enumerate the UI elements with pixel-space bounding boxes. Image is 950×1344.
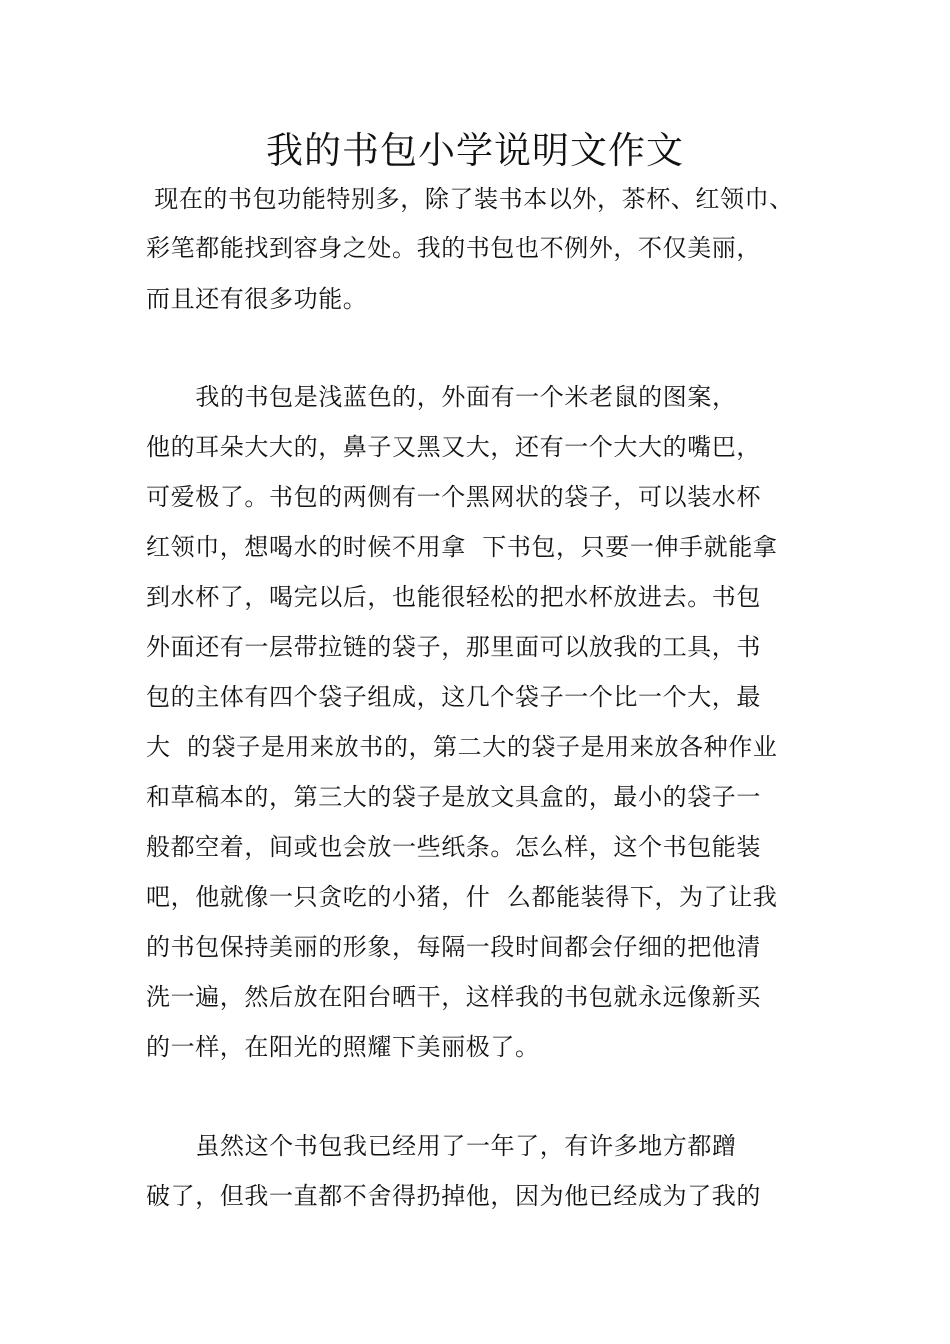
paragraph-line: 般都空着，间或也会放一些纸条。怎么样，这个书包能装	[146, 833, 761, 861]
paragraph-line: 红领巾，想喝水的时候不用拿 下书包，只要一伸手就能拿	[146, 533, 778, 561]
paragraph-line: 我的书包是浅蓝色的，外面有一个米老鼠的图案，	[146, 383, 737, 411]
paragraph-line: 吧，他就像一只贪吃的小猪，什 么都能装得下，为了让我	[146, 883, 778, 911]
paragraph-line: 和草稿本的，第三大的袋子是放文具盒的，最小的袋子一	[146, 783, 761, 811]
paragraph-line: 破了，但我一直都不舍得扔掉他，因为他已经成为了我的	[146, 1182, 761, 1210]
paragraph-line: 而且还有很多功能。	[146, 285, 368, 313]
paragraph-line: 大 的袋子是用来放书的，第二大的袋子是用来放各种作业	[146, 733, 778, 761]
page-title: 我的书包小学说明文作文	[266, 129, 684, 172]
paragraph-line: 到水杯了，喝完以后，也能很轻松的把水杯放进去。书包	[146, 583, 761, 611]
paragraph-line: 虽然这个书包我已经用了一年了，有许多地方都蹭	[146, 1132, 737, 1160]
paragraph-line: 包的主体有四个袋子组成，这几个袋子一个比一个大，最	[146, 683, 761, 711]
paragraph-line: 的一样，在阳光的照耀下美丽极了。	[146, 1033, 540, 1061]
paragraph-line: 的书包保持美丽的形象，每隔一段时间都会仔细的把他清	[146, 933, 761, 961]
paragraph-line: 可爱极了。书包的两侧有一个黑网状的袋子，可以装水杯	[146, 483, 761, 511]
paragraph-line: 他的耳朵大大的，鼻子又黑又大，还有一个大大的嘴巴，	[146, 433, 761, 461]
paragraph-line: 现在的书包功能特别多，除了装书本以外，茶杯、红领巾、	[146, 185, 794, 213]
paragraph-line: 外面还有一层带拉链的袋子，那里面可以放我的工具，书	[146, 633, 761, 661]
paragraph-line: 洗一遍，然后放在阳台晒干，这样我的书包就永远像新买	[146, 983, 761, 1011]
paragraph-line: 彩笔都能找到容身之处。我的书包也不例外，不仅美丽，	[146, 234, 761, 262]
